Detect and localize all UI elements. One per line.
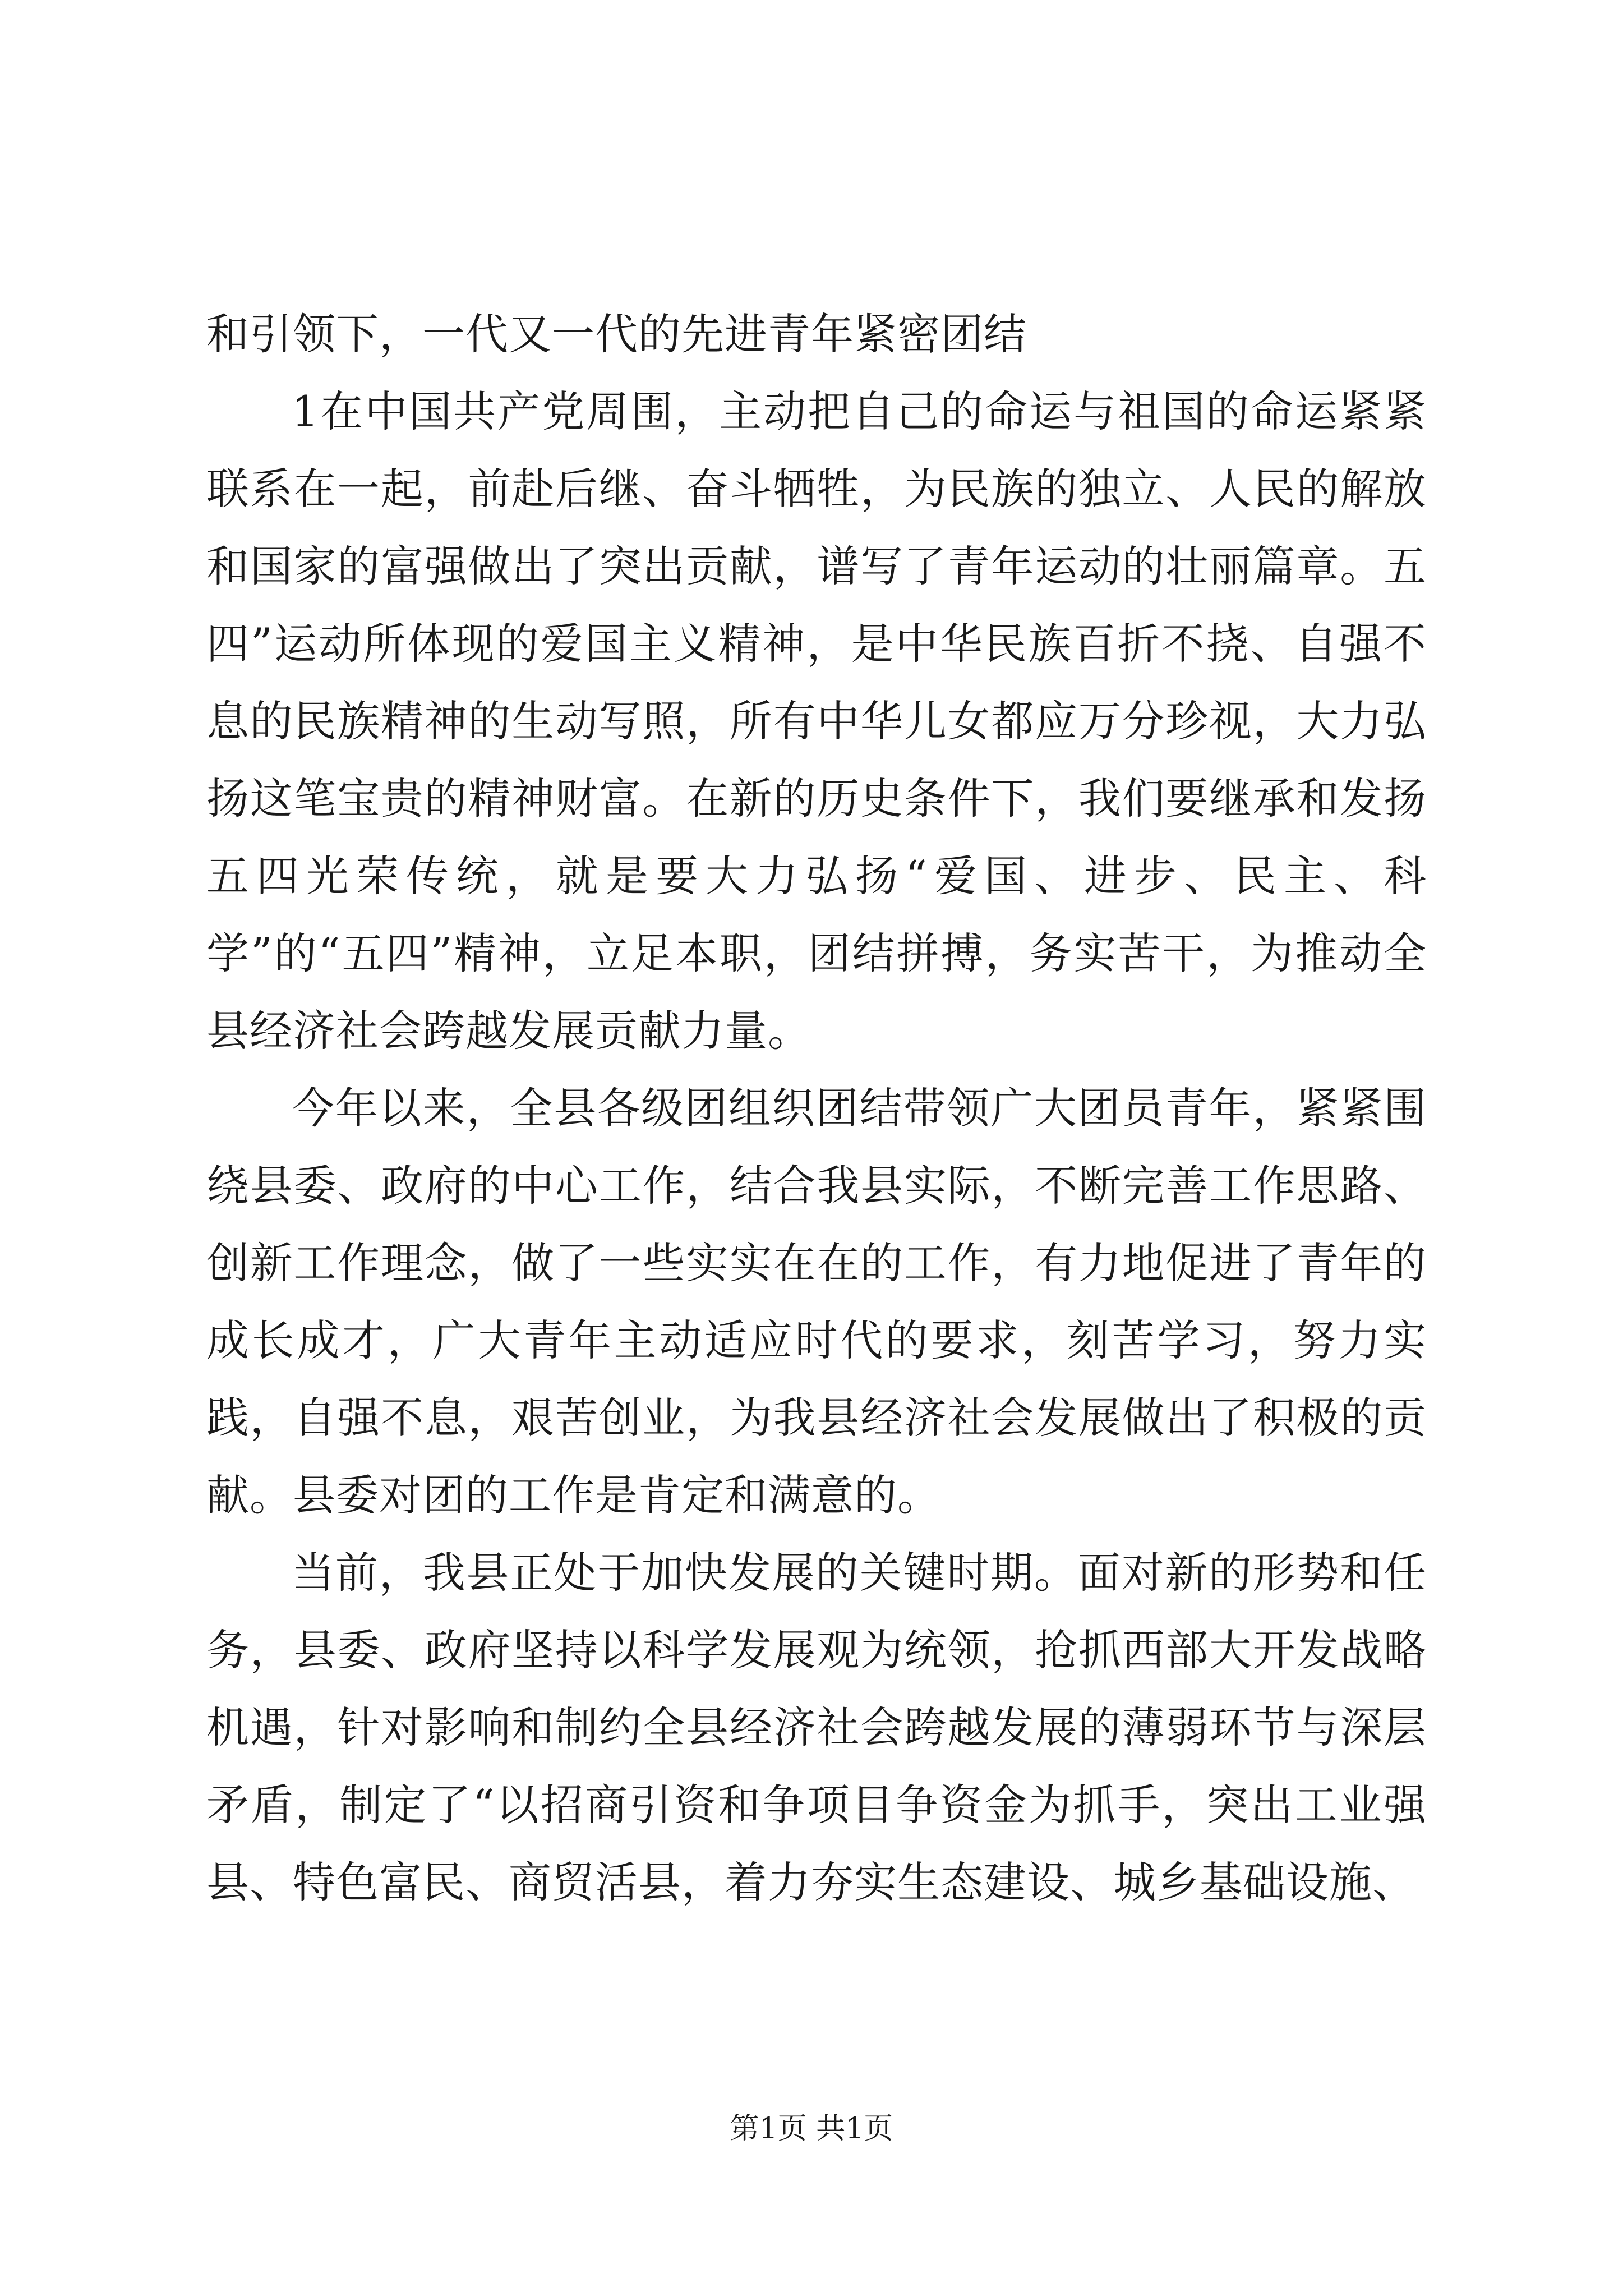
paragraph-3: 今年以来，全县各级团组织团结带领广大团员青年，紧紧围绕县委、政府的中心工作，结合我县实际，不断完善工作思路、创新工作理念，做了一些实实在在的工作，有力地促进了青年的成长成才，广大青年主动适应时代的要求，刻苦学习，努力实践，自强不息，艰苦创业，为我县经济社会发展做出了积极的贡献。县委对团的工作是肯定和满意的。 [206,1083,1427,1520]
paragraph-2: 1在中国共产党周围，主动把自己的命运与祖国的命运紧紧联系在一起，前赴后继、奋斗牺牲，为民族的独立、人民的解放和国家的富强做出了突出贡献，谱写了青年运动的壮丽篇章。五四”运动所体现的爱国主义精神，是中华民族百折不挠、自强不息的民族精神的生动写照，所有中华儿女都应万分珍视，大力弘扬这笔宝贵的精神财富。在新的历史条件下，我们要继承和发扬五四光荣传统，就是要大力弘扬“爱国、进步、民主、科学”的“五四”精神，立足本职，团结拼搏，务实苦干，为推动全县经济社会跨越发展贡献力量。 [206,386,1427,1056]
document-body [206,296,1427,1921]
page-footer: 第1页 共1页 [730,2112,893,2146]
paragraph-1: 和引领下，一代又一代的先进青年紧密团结 [206,309,1027,359]
paragraph-4: 当前，我县正处于加快发展的关键时期。面对新的形势和任务，县委、政府坚持以科学发展观为统领，抢抓西部大开发战略机遇，针对影响和制约全县经济社会跨越发展的薄弱环节与深层矛盾，制定了“以招商引资和争项目争资金为抓手，突出工业强县、特色富民、商贸活县，着力夯实生态建设、城乡基础设施、 [206,1548,1427,1907]
